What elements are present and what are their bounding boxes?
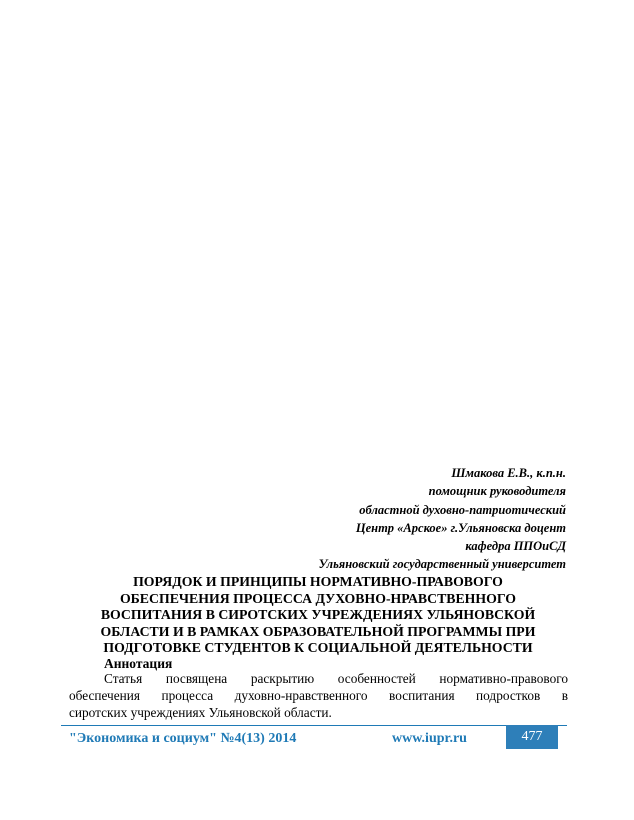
- abstract-line: Статья посвящена раскрытию особенностей нормативно-правового: [104, 671, 568, 686]
- page-number-badge: 477: [506, 725, 558, 749]
- author-organization-cont: Центр «Арское» г.Ульяновска доцент: [355, 520, 566, 535]
- abstract-line: сиротских учреждениях Ульяновской области.: [69, 705, 332, 720]
- footer-journal-name: "Экономика и социум" №4(13) 2014: [69, 731, 297, 746]
- abstract-text: [69, 670, 568, 721]
- author-department: кафедра ППОиСД: [465, 539, 566, 554]
- author-name: Шмакова Е.В., к.п.н.: [451, 466, 566, 480]
- title-line: ПОДГОТОВКЕ СТУДЕНТОВ К СОЦИАЛЬНОЙ ДЕЯТЕЛЬНОСТИ: [103, 640, 533, 656]
- title-line: ОБЕСПЕЧЕНИЯ ПРОЦЕССА ДУХОВНО-НРАВСТВЕННОГО: [119, 590, 517, 606]
- author-university: Ульяновский государственный университет: [318, 557, 566, 572]
- abstract-heading: Аннотация: [104, 656, 173, 671]
- author-info: [146, 464, 566, 574]
- author-organization: областной духовно-патриотический: [359, 502, 566, 517]
- author-position: помощник руководителя: [428, 484, 566, 499]
- article-title: [70, 574, 566, 657]
- title-line: ПОРЯДОК И ПРИНЦИПЫ НОРМАТИВНО-ПРАВОВОГО: [133, 574, 503, 589]
- footer-divider: [61, 725, 567, 726]
- title-line: ВОСПИТАНИЯ В СИРОТСКИХ УЧРЕЖДЕНИЯХ УЛЬЯНОВСКОЙ: [100, 607, 536, 623]
- abstract-line: обеспечения процесса духовно-нравственного воспитания подростков в: [69, 688, 568, 703]
- title-line: ОБЛАСТИ И В РАМКАХ ОБРАЗОВАТЕЛЬНОЙ ПРОГРАММЫ ПРИ: [100, 623, 536, 639]
- footer-website[interactable]: www.iupr.ru: [392, 731, 467, 746]
